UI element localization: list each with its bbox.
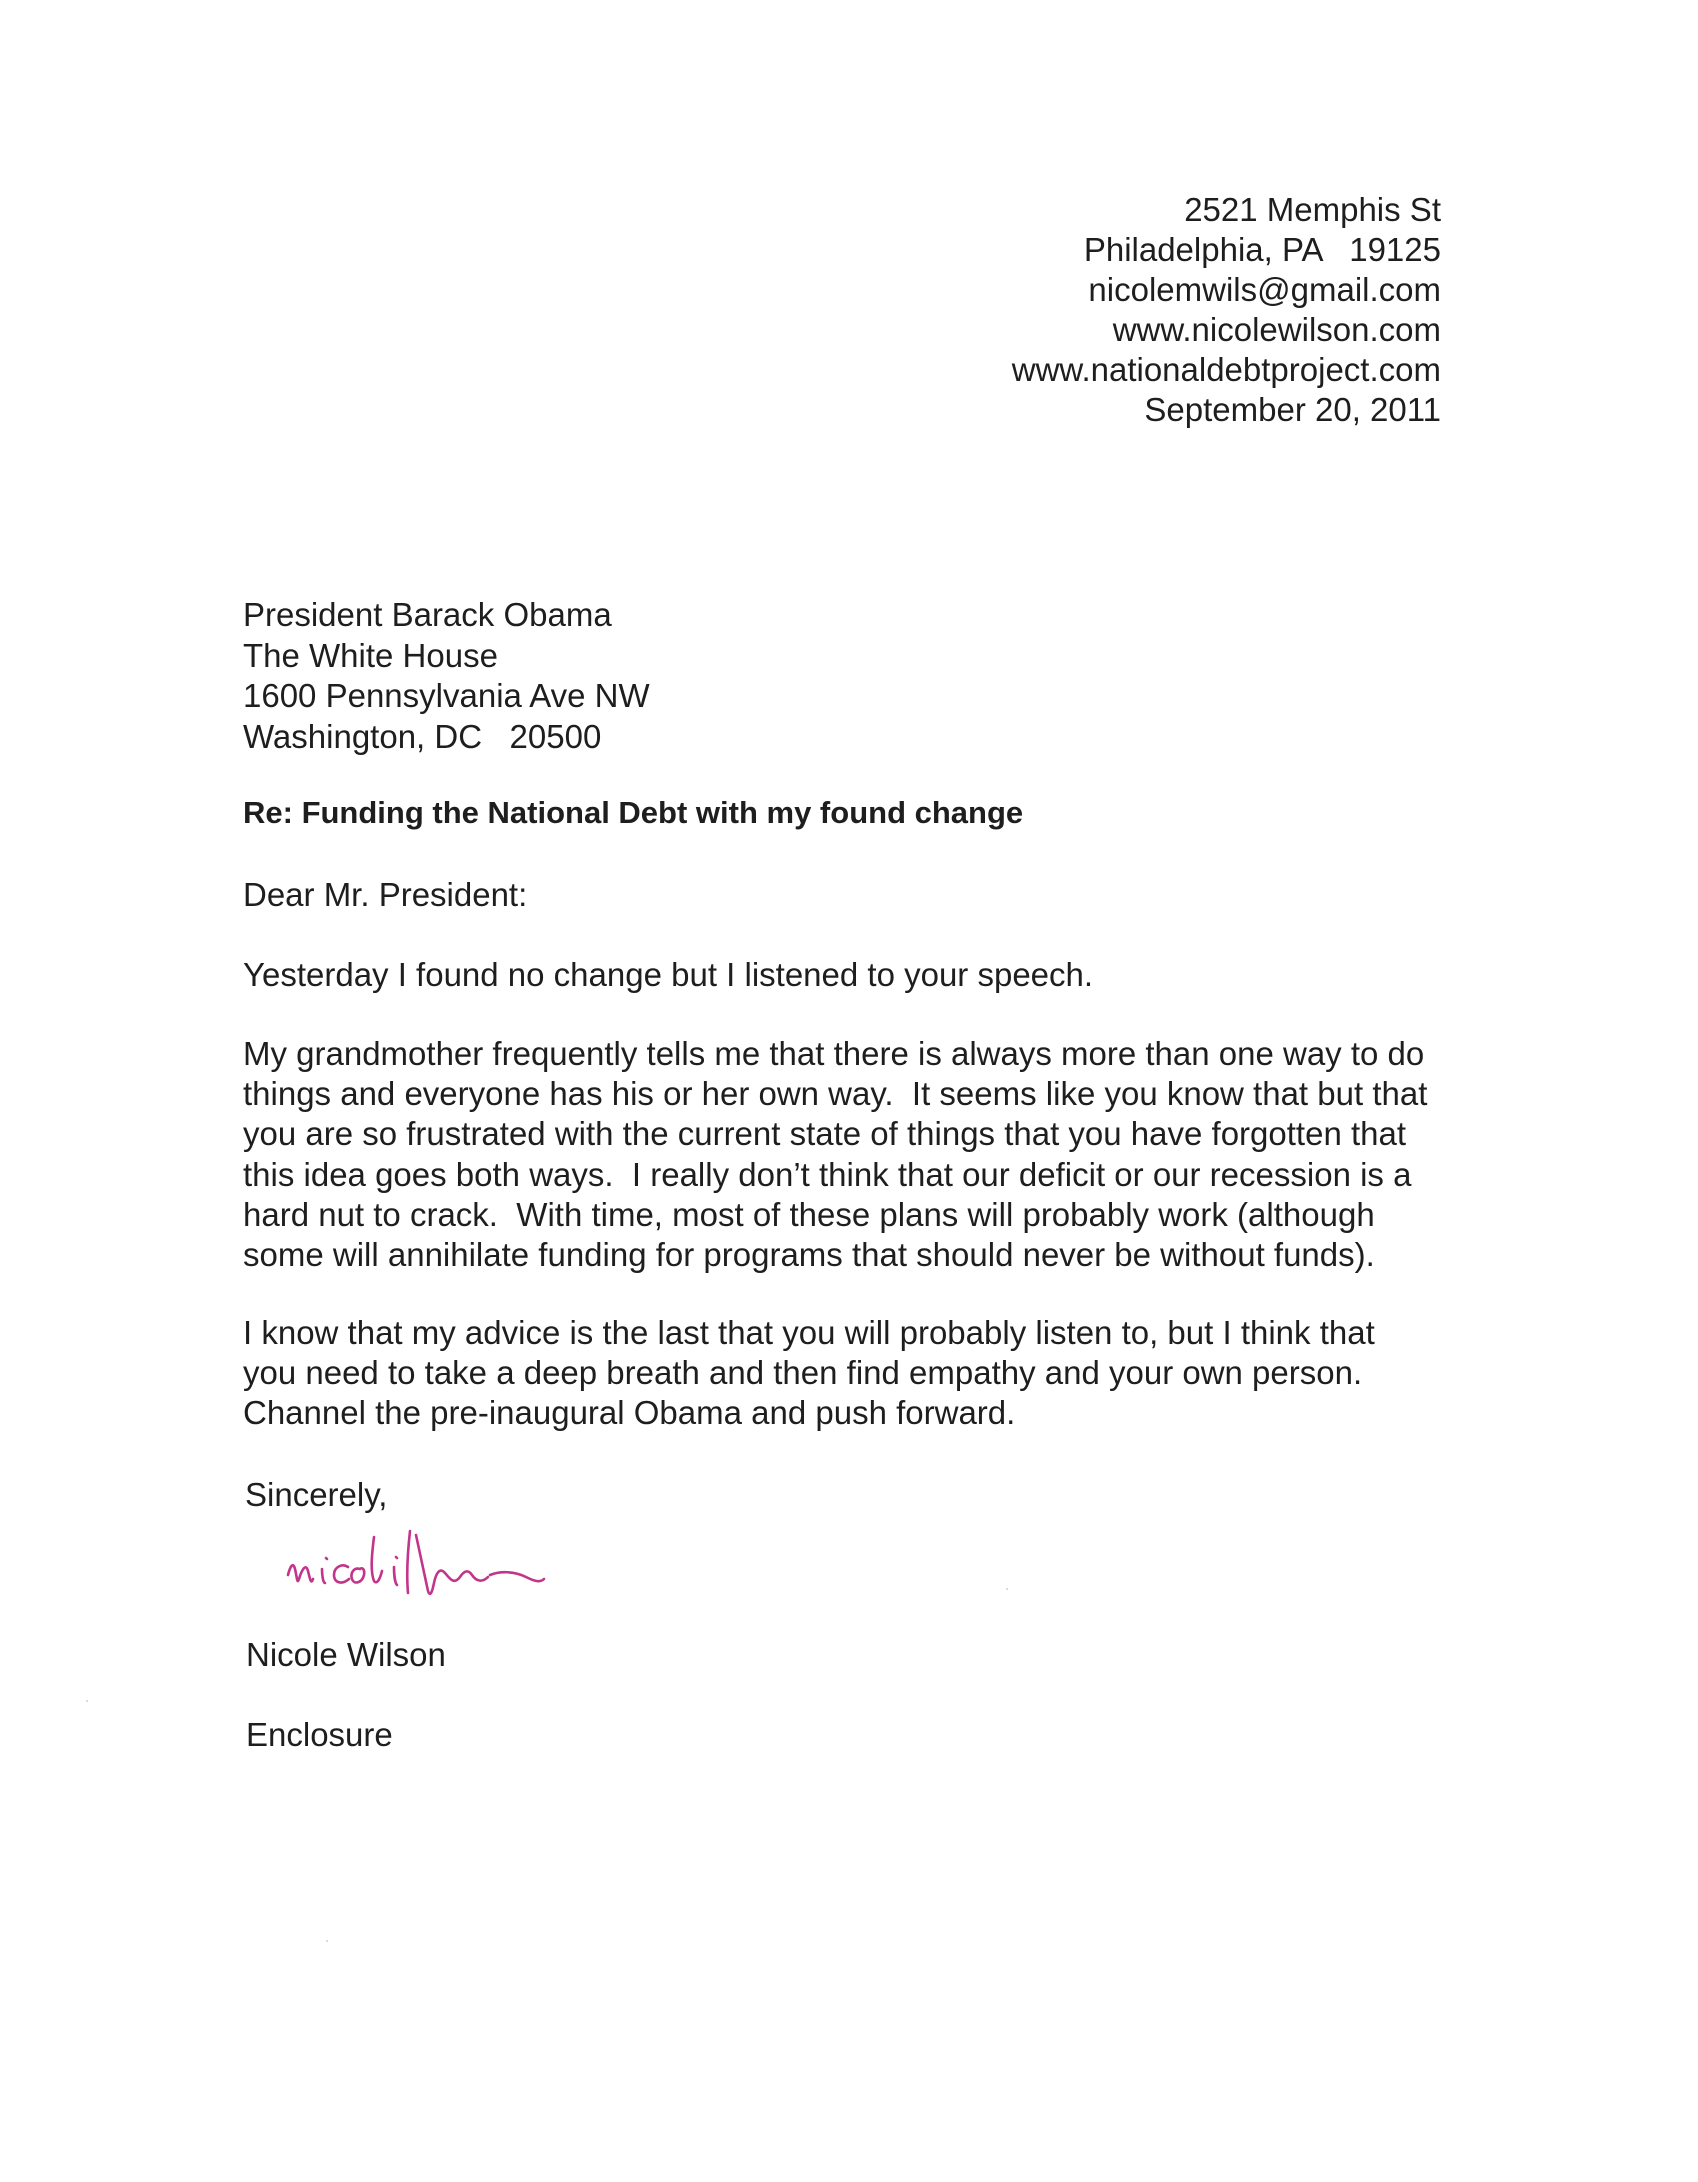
paragraph-line: you are so frustrated with the current state of things that you have forgotten that — [243, 1115, 1407, 1153]
recipient-name: President Barack Obama — [243, 596, 612, 633]
paragraph-line: Channel the pre-inaugural Obama and push forward. — [243, 1394, 1016, 1432]
paragraph-line: this idea goes both ways. I really don’t think that our deficit or our recession is a — [243, 1155, 1412, 1193]
scan-speck — [1006, 1588, 1008, 1590]
recipient-street: 1600 Pennsylvania Ave NW — [243, 677, 650, 714]
sender-email: nicolemwils@gmail.com — [1088, 271, 1441, 308]
signature-stroke — [288, 1531, 544, 1594]
sender-address-block — [1012, 190, 1441, 430]
paragraph-line: My grandmother frequently tells me that there is always more than one way to do — [243, 1035, 1425, 1072]
scan-speck — [326, 1940, 328, 1942]
letter-date: September 20, 2011 — [1144, 391, 1441, 428]
sender-website-2: www.nationaldebtproject.com — [1011, 351, 1441, 388]
recipient-address-block — [243, 595, 650, 757]
closing: Sincerely, — [245, 1476, 388, 1513]
body-paragraph-1: Yesterday I found no change but I listened to your speech. — [243, 956, 1094, 993]
handwritten-signature — [282, 1513, 662, 1613]
body-paragraph-2 — [243, 1034, 1463, 1275]
paragraph-line: things and everyone has his or her own way. It seems like you know that but that — [243, 1075, 1428, 1113]
body-paragraph-3 — [243, 1313, 1463, 1434]
sender-city-state-zip: Philadelphia, PA 19125 — [1083, 231, 1441, 268]
salutation: Dear Mr. President: — [243, 876, 528, 913]
paragraph-line: you need to take a deep breath and then find empathy and your own person. — [243, 1354, 1363, 1392]
paragraph-line: hard nut to crack. With time, most of these plans will probably work (although — [243, 1195, 1375, 1233]
signer-name: Nicole Wilson — [246, 1636, 446, 1673]
sender-street: 2521 Memphis St — [1184, 191, 1441, 228]
sender-website-1: www.nicolewilson.com — [1112, 311, 1441, 348]
enclosure-notation: Enclosure — [246, 1716, 393, 1753]
recipient-city-state-zip: Washington, DC 20500 — [243, 717, 602, 755]
paragraph-line: some will annihilate funding for programs that should never be without funds). — [243, 1235, 1375, 1273]
scan-speck — [86, 1700, 88, 1702]
paragraph-line: I know that my advice is the last that you will probably listen to, but I think that — [243, 1314, 1375, 1351]
subject-line: Re: Funding the National Debt with my found change — [243, 795, 1024, 830]
recipient-organization: The White House — [243, 636, 498, 674]
